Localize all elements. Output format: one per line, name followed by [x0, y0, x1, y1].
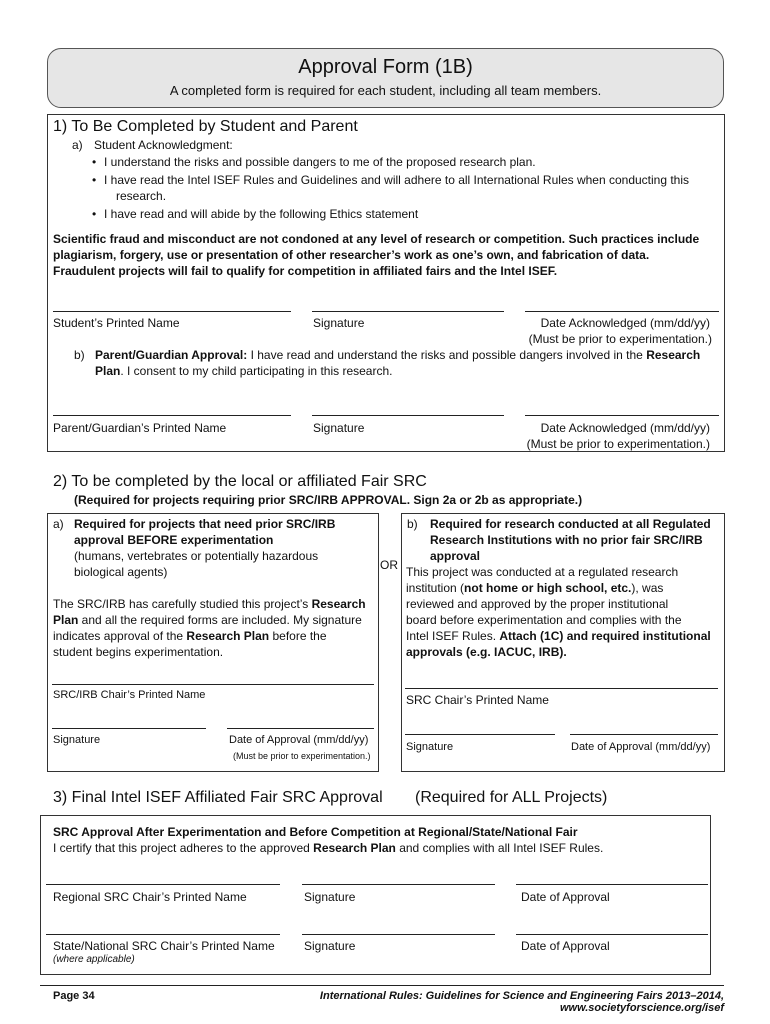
where-applicable-note: (where applicable) — [53, 954, 135, 965]
section-2a-body-2b: and all the required forms are included. My signature — [78, 613, 362, 627]
student-date-line[interactable] — [525, 311, 719, 312]
section-3-certify — [53, 840, 703, 856]
section-2b-body-5 — [406, 628, 720, 644]
src-date-label: Date of Approval (mm/dd/yy) — [571, 741, 711, 753]
state-signature-line[interactable] — [302, 934, 495, 935]
ethics-line-3: Fraudulent projects will fail to qualify for competition in affiliated fairs and the Intel ISEF. — [53, 264, 558, 278]
parent-approval-research: Research — [646, 348, 701, 362]
ack-bullet-2: • I have read the Intel ISEF Rules and Guidelines and will adhere to all International Rules when conducting this — [92, 173, 690, 187]
parent-approval-text-cont — [95, 363, 721, 379]
section-2b-label: b) — [407, 517, 418, 531]
ethics-line-1: Scientific fraud and misconduct are not condoned at any level of research or competition. Such practices include — [53, 232, 700, 246]
section-1a-title: Student Acknowledgment: — [94, 138, 233, 152]
student-name-line[interactable] — [53, 311, 291, 312]
src-signature-line[interactable] — [405, 734, 555, 735]
section-1a-label: a) — [72, 138, 83, 152]
state-name-line[interactable] — [46, 934, 280, 935]
section-2a-body-1b: Research — [311, 597, 366, 611]
state-date-line[interactable] — [516, 934, 708, 935]
section-2b-body-2b: not home or high school, etc. — [464, 581, 632, 595]
section-2a-note-1: (humans, vertebrates or potentially hazardous — [74, 549, 319, 563]
src-date-line[interactable] — [570, 734, 718, 735]
parent-name-line[interactable] — [53, 415, 291, 416]
section-2a-title-1: Required for projects that need prior SRC/IRB — [74, 517, 336, 531]
student-name-label: Student’s Printed Name — [53, 316, 180, 330]
src-chair-name-label: SRC Chair’s Printed Name — [406, 693, 549, 707]
section-2a-body-3 — [53, 628, 375, 644]
src-chair-name-line[interactable] — [405, 688, 718, 689]
section-3-required: (Required for ALL Projects) — [415, 789, 608, 806]
page-number: Page 34 — [53, 990, 95, 1002]
regional-signature-label: Signature — [304, 890, 356, 904]
regional-date-line[interactable] — [516, 884, 708, 885]
title-box — [47, 48, 724, 108]
parent-approval-title: Parent/Guardian Approval: — [95, 348, 248, 362]
section-3-certify-1: I certify that this project adheres to the approved — [53, 841, 314, 855]
section-2b-body-5a: Intel ISEF Rules. — [406, 629, 500, 643]
parent-approval-text-1: I have read and understand the risks and possible dangers involved in the — [247, 348, 647, 362]
src-irb-chair-name-line[interactable] — [52, 684, 374, 685]
section-1-heading: 1) To Be Completed by Student and Parent — [53, 118, 358, 135]
regional-date-label: Date of Approval — [521, 890, 610, 904]
footer-rule — [40, 985, 724, 986]
ack-bullet-1-text: I understand the risks and possible dangers to me of the proposed research plan. — [104, 155, 536, 169]
src-irb-date-note: (Must be prior to experimentation.) — [233, 751, 371, 761]
section-2a-note-2: biological agents) — [74, 565, 168, 579]
parent-signature-label: Signature — [313, 421, 365, 435]
section-2a-body-2a: Plan — [53, 613, 79, 627]
state-signature-label: Signature — [304, 939, 356, 953]
parent-date-line[interactable] — [525, 415, 719, 416]
section-2a-body-1a: The SRC/IRB has carefully studied this project’s — [53, 597, 312, 611]
ack-bullet-1: • I understand the risks and possible dangers to me of the proposed research plan. — [92, 155, 536, 169]
page-title: Approval Form (1B) — [298, 56, 473, 78]
page-subtitle: A completed form is required for each student, including all team members. — [169, 83, 602, 98]
student-date-label: Date Acknowledged (mm/dd/yy) — [540, 316, 710, 330]
regional-name-label: Regional SRC Chair’s Printed Name — [53, 890, 247, 904]
student-signature-label: Signature — [313, 316, 365, 330]
section-2a-body-1 — [53, 596, 375, 612]
src-irb-date-line[interactable] — [227, 728, 374, 729]
ack-bullet-3-text: I have read and will abide by the following Ethics statement — [104, 207, 419, 221]
section-2b-body-3: reviewed and approved by the proper institutional — [406, 597, 669, 611]
section-1b-label: b) — [74, 348, 85, 362]
section-2-heading: 2) To be completed by the local or affiliated Fair SRC — [53, 473, 427, 490]
section-2b-body-2c: ), was — [631, 581, 664, 595]
section-2b-body-1: This project was conducted at a regulated research — [406, 565, 679, 579]
section-2b-title-2: Research Institutions with no prior fair SRC/IRB — [430, 533, 703, 547]
section-2-subheading: (Required for projects requiring prior SRC/IRB APPROVAL. Sign 2a or 2b as appropriate.) — [74, 493, 583, 507]
section-2a-body-3b: Research Plan — [186, 629, 270, 643]
section-2a-body-3c: before the — [269, 629, 327, 643]
section-2b-body-4: board before experimentation and complies with the — [406, 613, 682, 627]
ack-bullet-2-text: I have read the Intel ISEF Rules and Guidelines and will adhere to all International Rules when conducting this — [104, 173, 690, 187]
ack-bullet-3: • I have read and will abide by the following Ethics statement — [92, 207, 419, 221]
regional-signature-line[interactable] — [302, 884, 495, 885]
section-2b-body-6: approvals (e.g. IACUC, IRB). — [406, 645, 567, 659]
parent-signature-line[interactable] — [312, 415, 504, 416]
section-2a-title-2: approval BEFORE experimentation — [74, 533, 274, 547]
parent-approval-text — [95, 347, 721, 363]
section-2a-label: a) — [53, 517, 64, 531]
section-2b-title-3: approval — [430, 549, 481, 563]
parent-date-note: (Must be prior to experimentation.) — [526, 437, 710, 451]
footer-citation: International Rules: Guidelines for Science and Engineering Fairs 2013–2014, www.societyforscience.org/isef — [319, 990, 724, 1014]
state-name-label: State/National SRC Chair’s Printed Name — [53, 939, 275, 953]
section-3-certify-3: and complies with all Intel ISEF Rules. — [395, 841, 604, 855]
section-2a-body-3a: indicates approval of the — [53, 629, 187, 643]
parent-name-label: Parent/Guardian’s Printed Name — [53, 421, 227, 435]
state-date-label: Date of Approval — [521, 939, 610, 953]
regional-name-line[interactable] — [46, 884, 280, 885]
student-signature-line[interactable] — [312, 311, 504, 312]
src-irb-chair-name-label: SRC/IRB Chair’s Printed Name — [53, 689, 206, 701]
section-2b-body-5b: Attach (1C) and required institutional — [499, 629, 711, 643]
section-3-certify-2: Research Plan — [313, 841, 396, 855]
parent-approval-plan: Plan — [95, 364, 121, 378]
parent-approval-text-2: . I consent to my child participating in this research. — [120, 364, 393, 378]
section-2b-body-2a: institution ( — [406, 581, 465, 595]
parent-date-label: Date Acknowledged (mm/dd/yy) — [540, 421, 710, 435]
section-2a-body-2 — [53, 612, 375, 628]
section-3-heading: 3) Final Intel ISEF Affiliated Fair SRC Approval — [53, 789, 383, 806]
src-irb-date-label: Date of Approval (mm/dd/yy) — [229, 734, 369, 746]
src-signature-label: Signature — [406, 741, 454, 753]
src-irb-signature-label: Signature — [53, 734, 101, 746]
student-date-note: (Must be prior to experimentation.) — [528, 332, 712, 346]
section-2b-body-2 — [406, 580, 720, 596]
section-3-title: SRC Approval After Experimentation and Before Competition at Regional/State/National Fair — [53, 825, 578, 839]
section-2a-body-4: student begins experimentation. — [53, 645, 224, 659]
ethics-line-2: plagiarism, forgery, use or presentation of other researcher’s work as one’s own, and fabrication of data. — [53, 248, 650, 262]
ack-bullet-2-cont: research. — [116, 189, 167, 203]
or-label: OR — [380, 558, 398, 572]
section-2b-title-1: Required for research conducted at all Regulated — [430, 517, 711, 531]
src-irb-signature-line[interactable] — [52, 728, 206, 729]
